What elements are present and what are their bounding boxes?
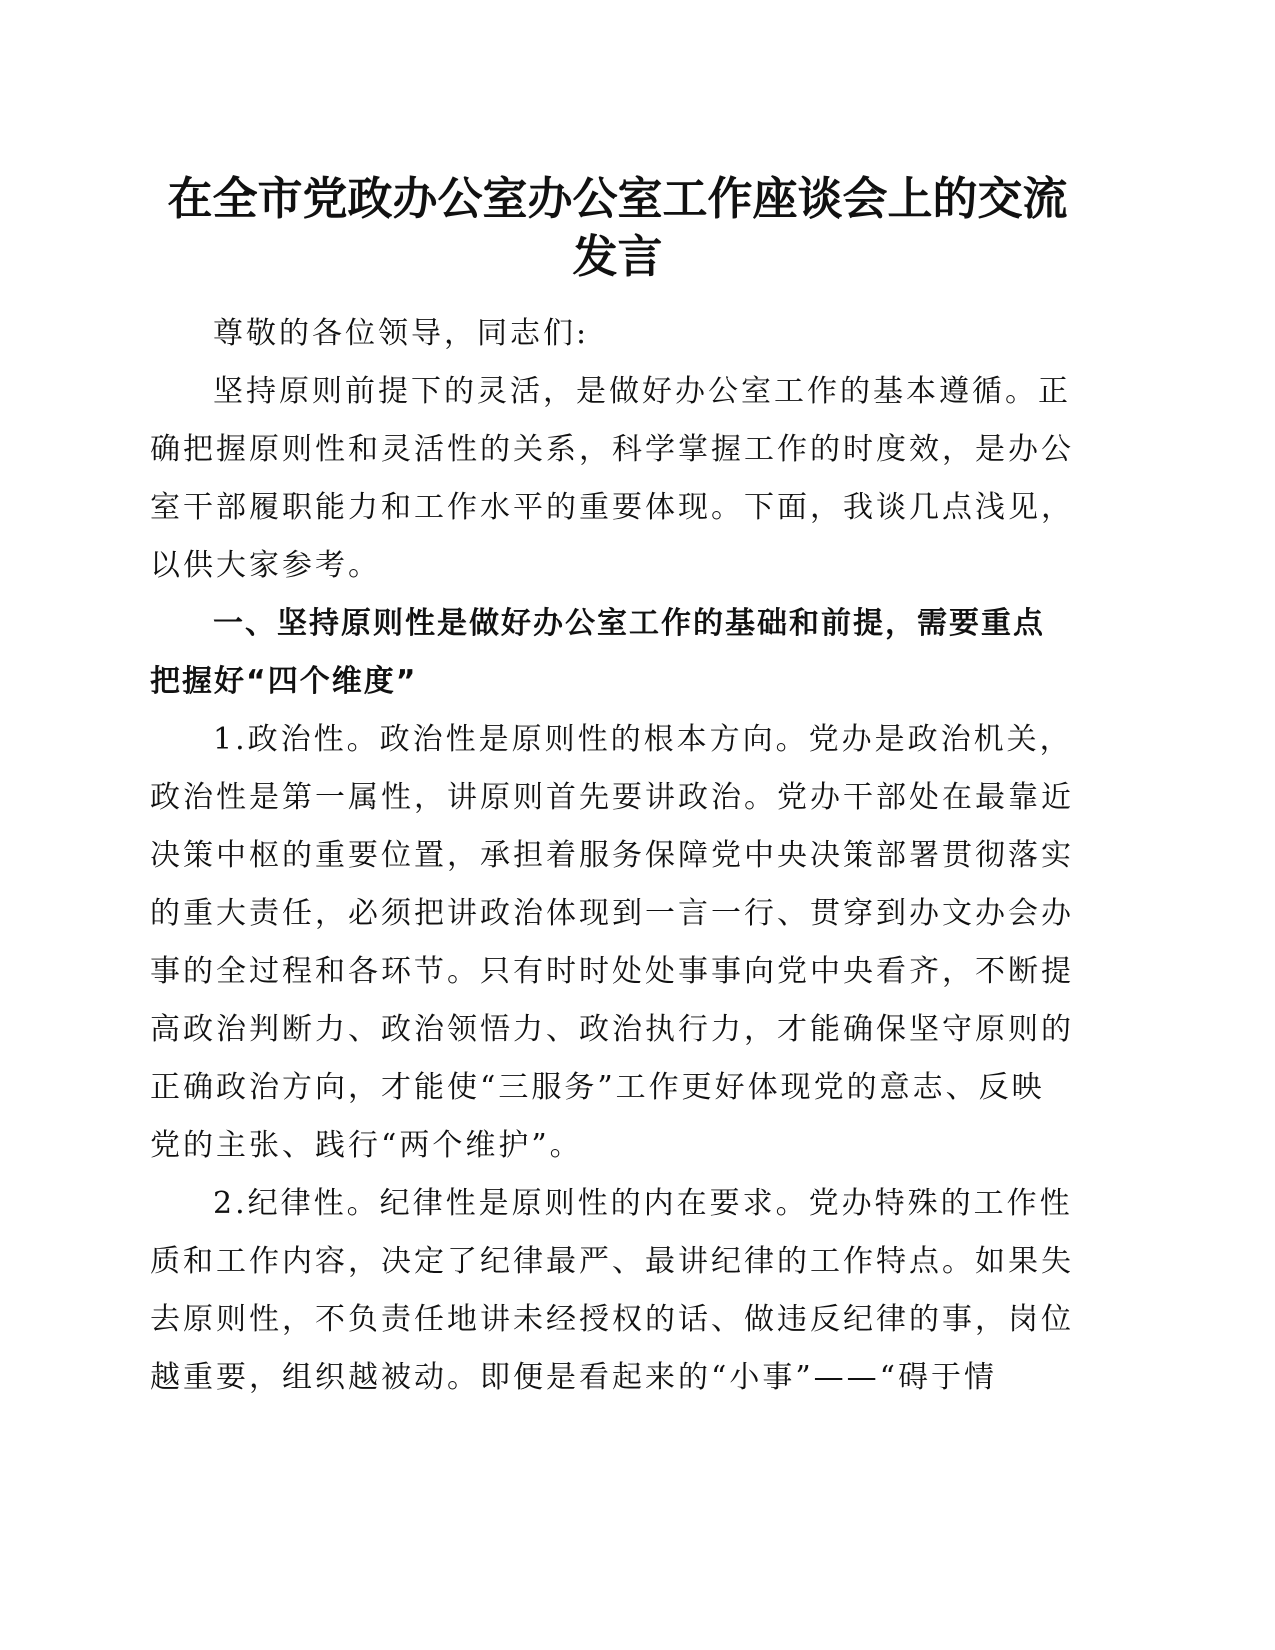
paragraph-line: 质和工作内容，决定了纪律最严、最讲纪律的工作特点。如果失 xyxy=(150,1244,1074,1279)
paragraph-line: 政治性是第一属性，讲原则首先要讲政治。党办干部处在最靠近 xyxy=(150,780,1074,815)
paragraph-line: 1.政治性。政治性是原则性的根本方向。党办是政治机关， xyxy=(213,722,1073,757)
paragraph-line: 坚持原则前提下的灵活，是做好办公室工作的基本遵循。正 xyxy=(213,374,1071,409)
paragraph-line: 决策中枢的重要位置，承担着服务保障党中央决策部署贯彻落实 xyxy=(150,838,1074,873)
section-heading-1 xyxy=(150,595,1045,711)
paragraph-line: 去原则性，不负责任地讲未经授权的话、做违反纪律的事，岗位 xyxy=(150,1302,1074,1337)
political-paragraph xyxy=(150,711,1074,1175)
paragraph-line: 党的主张、践行“两个维护”。 xyxy=(150,1128,583,1163)
paragraph-line: 2.纪律性。纪律性是原则性的内在要求。党办特殊的工作性 xyxy=(213,1186,1073,1221)
discipline-paragraph xyxy=(150,1175,1074,1407)
title-line-1: 在全市党政办公室办公室工作座谈会上的交流 xyxy=(167,172,1068,225)
salutation: 尊敬的各位领导，同志们: xyxy=(213,316,590,351)
paragraph-line: 室干部履职能力和工作水平的重要体现。下面，我谈几点浅见， xyxy=(150,490,1074,525)
paragraph-line: 事的全过程和各环节。只有时时处处事事向党中央看齐，不断提 xyxy=(150,954,1074,989)
intro-paragraph xyxy=(150,363,1074,595)
title-line-2: 发言 xyxy=(572,230,663,283)
paragraph-line: 越重要，组织越被动。即便是看起来的“小事”——“碍于情 xyxy=(150,1360,998,1395)
paragraph-line: 以供大家参考。 xyxy=(150,548,381,583)
document-title xyxy=(150,170,1085,286)
document-body xyxy=(150,305,1074,1407)
paragraph-line: 正确政治方向，才能使“三服务”工作更好体现党的意志、反映 xyxy=(150,1070,1045,1105)
paragraph-line: 确把握原则性和灵活性的关系，科学掌握工作的时度效，是办公 xyxy=(150,432,1074,467)
paragraph-line: 的重大责任，必须把讲政治体现到一言一行、贯穿到办文办会办 xyxy=(150,896,1074,931)
heading-line: 把握好“四个维度” xyxy=(150,664,418,699)
paragraph-line: 高政治判断力、政治领悟力、政治执行力，才能确保坚守原则的 xyxy=(150,1012,1074,1047)
heading-line: 一、坚持原则性是做好办公室工作的基础和前提，需要重点 xyxy=(213,606,1045,641)
